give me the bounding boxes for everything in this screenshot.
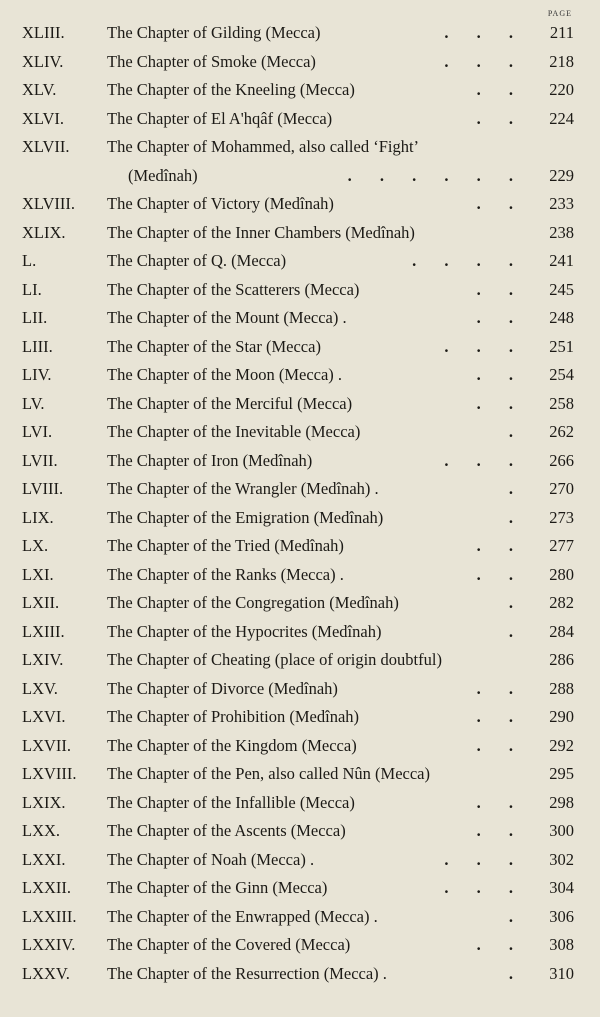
chapter-title: (Medînah) xyxy=(128,165,198,185)
leader-dots: . . xyxy=(476,821,525,840)
chapter-number: LXX. xyxy=(22,821,61,840)
toc-entry xyxy=(0,846,600,875)
chapter-title: The Chapter of Smoke (Mecca) xyxy=(107,51,316,71)
chapter-number: LX. xyxy=(22,536,49,555)
toc-entry xyxy=(0,390,600,419)
leader-dots: . . xyxy=(476,308,525,327)
page-number: 224 xyxy=(549,108,574,128)
chapter-number: LXXIII. xyxy=(22,906,77,926)
toc-entry xyxy=(0,903,600,932)
leader-dots: . . xyxy=(476,80,525,99)
leader-dots: . . . . . . xyxy=(347,165,525,185)
chapter-number: XLIV. xyxy=(22,51,64,71)
chapter-title: The Chapter of the Kneeling (Mecca) xyxy=(107,80,355,99)
leader-dots: . xyxy=(508,422,525,441)
toc-entry xyxy=(0,760,600,789)
page-number: 229 xyxy=(549,165,574,185)
chapter-title: The Chapter of Divorce (Medînah) xyxy=(107,678,338,698)
chapter-title: The Chapter of Cheating (place of origin doubtful) xyxy=(107,650,442,669)
toc-entry xyxy=(0,732,600,761)
page-number: 298 xyxy=(549,792,574,812)
toc-entry xyxy=(0,162,600,191)
page-number: 306 xyxy=(549,906,574,926)
leader-dots: . . xyxy=(476,935,525,954)
table-of-contents xyxy=(0,19,600,988)
toc-entry xyxy=(0,703,600,732)
chapter-title: The Chapter of the Pen, also called Nûn (Mecca) xyxy=(107,764,430,783)
chapter-number: LIV. xyxy=(22,365,52,384)
leader-dots: . xyxy=(508,507,525,527)
chapter-title: The Chapter of the Merciful (Mecca) xyxy=(107,393,353,413)
leader-dots: . . xyxy=(476,735,525,755)
leader-dots: . . xyxy=(476,365,525,384)
toc-entry xyxy=(0,333,600,362)
chapter-title: The Chapter of El A'hqâf (Mecca) xyxy=(107,108,333,128)
page-number: 304 xyxy=(549,878,574,897)
toc-entry xyxy=(0,76,600,105)
chapter-number: LXXIV. xyxy=(22,935,76,954)
toc-entry xyxy=(0,504,600,533)
chapter-number: XLVI. xyxy=(22,108,65,128)
chapter-title: The Chapter of the Tried (Medînah) xyxy=(107,536,344,555)
page-number: 248 xyxy=(549,308,574,327)
leader-dots: . . xyxy=(476,678,525,698)
chapter-title: The Chapter of Noah (Mecca) . xyxy=(107,849,315,869)
toc-entry xyxy=(0,133,600,162)
page-number: 290 xyxy=(549,707,574,726)
chapter-title: The Chapter of Q. (Mecca) xyxy=(107,251,287,270)
page-number: 292 xyxy=(549,735,574,755)
leader-dots: . . . xyxy=(444,23,525,42)
chapter-number: L. xyxy=(22,251,37,270)
leader-dots: . . . . xyxy=(412,251,525,270)
page-number: 280 xyxy=(549,564,574,584)
chapter-title: The Chapter of the Covered (Mecca) xyxy=(107,935,351,954)
chapter-number: XLIII. xyxy=(22,23,65,42)
chapter-number: LXXII. xyxy=(22,878,72,897)
toc-entry xyxy=(0,105,600,134)
leader-dots: . . . xyxy=(444,336,525,356)
chapter-number: LV. xyxy=(22,393,45,413)
leader-dots: . . xyxy=(476,707,525,726)
page-number: 270 xyxy=(549,479,574,498)
chapter-title: The Chapter of the Star (Mecca) xyxy=(107,336,321,356)
chapter-title: The Chapter of the Congregation (Medînah) xyxy=(107,593,399,612)
leader-dots: . . . xyxy=(444,51,525,71)
page-number: 295 xyxy=(549,764,574,783)
chapter-number: XLVII. xyxy=(22,137,70,156)
chapter-number: LXI. xyxy=(22,564,54,584)
page-number: 241 xyxy=(549,251,574,270)
chapter-number: LI. xyxy=(22,279,42,299)
toc-entry xyxy=(0,931,600,960)
chapter-title: The Chapter of the Mount (Mecca) . xyxy=(107,308,347,327)
chapter-title: The Chapter of Victory (Medînah) xyxy=(107,194,334,213)
chapter-number: XLV. xyxy=(22,80,57,99)
chapter-title: The Chapter of the Kingdom (Mecca) xyxy=(107,735,357,755)
toc-entry xyxy=(0,874,600,903)
leader-dots: . . xyxy=(476,792,525,812)
chapter-number: LXVIII. xyxy=(22,764,77,783)
toc-entry xyxy=(0,960,600,989)
toc-entry xyxy=(0,418,600,447)
leader-dots: . . xyxy=(476,536,525,555)
chapter-number: LXVI. xyxy=(22,707,66,726)
chapter-title: The Chapter of the Resurrection (Mecca) . xyxy=(107,963,387,983)
page-number: 282 xyxy=(549,593,574,612)
leader-dots: . . . xyxy=(444,878,525,897)
toc-entry xyxy=(0,276,600,305)
toc-entry xyxy=(0,675,600,704)
chapter-title: The Chapter of the Inevitable (Mecca) xyxy=(107,422,361,441)
toc-entry xyxy=(0,589,600,618)
leader-dots: . . xyxy=(476,564,525,584)
chapter-number: LXII. xyxy=(22,593,60,612)
toc-entry xyxy=(0,361,600,390)
chapter-number: LVIII. xyxy=(22,479,64,498)
chapter-number: XLIX. xyxy=(22,222,66,242)
page-number: 211 xyxy=(549,23,574,42)
page-number: 220 xyxy=(549,80,574,99)
toc-entry xyxy=(0,190,600,219)
leader-dots: . . xyxy=(476,393,525,413)
toc-entry xyxy=(0,789,600,818)
toc-entry xyxy=(0,447,600,476)
chapter-title: The Chapter of the Ranks (Mecca) . xyxy=(107,564,344,584)
page-number: 233 xyxy=(549,194,574,213)
chapter-title: The Chapter of the Ascents (Mecca) xyxy=(107,821,346,840)
chapter-number: LXIV. xyxy=(22,650,64,669)
leader-dots: . . xyxy=(476,194,525,213)
page-number: 245 xyxy=(549,279,574,299)
chapter-title: The Chapter of the Enwrapped (Mecca) . xyxy=(107,906,378,926)
leader-dots: . xyxy=(508,621,525,641)
leader-dots: . xyxy=(508,479,525,498)
toc-entry xyxy=(0,247,600,276)
page-number: 262 xyxy=(549,422,574,441)
leader-dots: . . . xyxy=(444,849,525,869)
toc-entry xyxy=(0,48,600,77)
page-number: 266 xyxy=(549,450,574,470)
chapter-title: The Chapter of the Hypocrites (Medînah) xyxy=(107,621,382,641)
chapter-title: The Chapter of the Inner Chambers (Medînah) xyxy=(107,222,415,242)
page-number: 251 xyxy=(549,336,574,356)
page-number: 254 xyxy=(549,365,574,384)
chapter-title: The Chapter of the Scatterers (Mecca) xyxy=(107,279,360,299)
toc-entry xyxy=(0,618,600,647)
page-number: 286 xyxy=(549,650,574,669)
page-number: 218 xyxy=(549,51,574,71)
page-number: 277 xyxy=(549,536,574,555)
toc-entry xyxy=(0,561,600,590)
page-number: 288 xyxy=(549,678,574,698)
page-number: 284 xyxy=(549,621,574,641)
leader-dots: . . xyxy=(476,108,525,128)
page-number: 273 xyxy=(549,507,574,527)
chapter-number: LXIII. xyxy=(22,621,65,641)
chapter-title: The Chapter of Prohibition (Medînah) xyxy=(107,707,360,726)
chapter-number: LXXV. xyxy=(22,963,70,983)
page-number: 258 xyxy=(549,393,574,413)
page-number: 302 xyxy=(549,849,574,869)
chapter-title: The Chapter of the Ginn (Mecca) xyxy=(107,878,328,897)
leader-dots: . xyxy=(508,593,525,612)
chapter-title: The Chapter of the Emigration (Medînah) xyxy=(107,507,384,527)
page-number: 308 xyxy=(549,935,574,954)
chapter-title: The Chapter of Mohammed, also called ‘Fight’ xyxy=(107,137,420,156)
leader-dots: . xyxy=(508,906,525,926)
toc-entry xyxy=(0,19,600,48)
page-number: 310 xyxy=(549,963,574,983)
toc-entry xyxy=(0,646,600,675)
chapter-number: LXIX. xyxy=(22,792,66,812)
toc-entry xyxy=(0,219,600,248)
leader-dots: . . . xyxy=(444,450,525,470)
page-column-label: PAGE xyxy=(547,9,572,18)
chapter-title: The Chapter of Gilding (Mecca) xyxy=(107,23,321,42)
chapter-number: LXVII. xyxy=(22,735,72,755)
chapter-number: LIX. xyxy=(22,507,54,527)
toc-entry xyxy=(0,475,600,504)
chapter-number: LIII. xyxy=(22,336,53,356)
toc-entry xyxy=(0,532,600,561)
chapter-title: The Chapter of the Moon (Mecca) . xyxy=(107,365,343,384)
leader-dots: . . xyxy=(476,279,525,299)
chapter-title: The Chapter of the Wrangler (Medînah) . xyxy=(107,479,379,498)
chapter-number: LXV. xyxy=(22,678,58,698)
page-number: 238 xyxy=(549,222,574,242)
page-number: 300 xyxy=(549,821,574,840)
toc-entry xyxy=(0,304,600,333)
chapter-number: LII. xyxy=(22,308,48,327)
toc-entry xyxy=(0,817,600,846)
chapter-number: LXXI. xyxy=(22,849,66,869)
chapter-number: LVI. xyxy=(22,422,53,441)
chapter-title: The Chapter of the Infallible (Mecca) xyxy=(107,792,355,812)
chapter-title: The Chapter of Iron (Medînah) xyxy=(107,450,313,470)
chapter-number: LVII. xyxy=(22,450,58,470)
chapter-number: XLVIII. xyxy=(22,194,76,213)
leader-dots: . xyxy=(508,963,525,983)
